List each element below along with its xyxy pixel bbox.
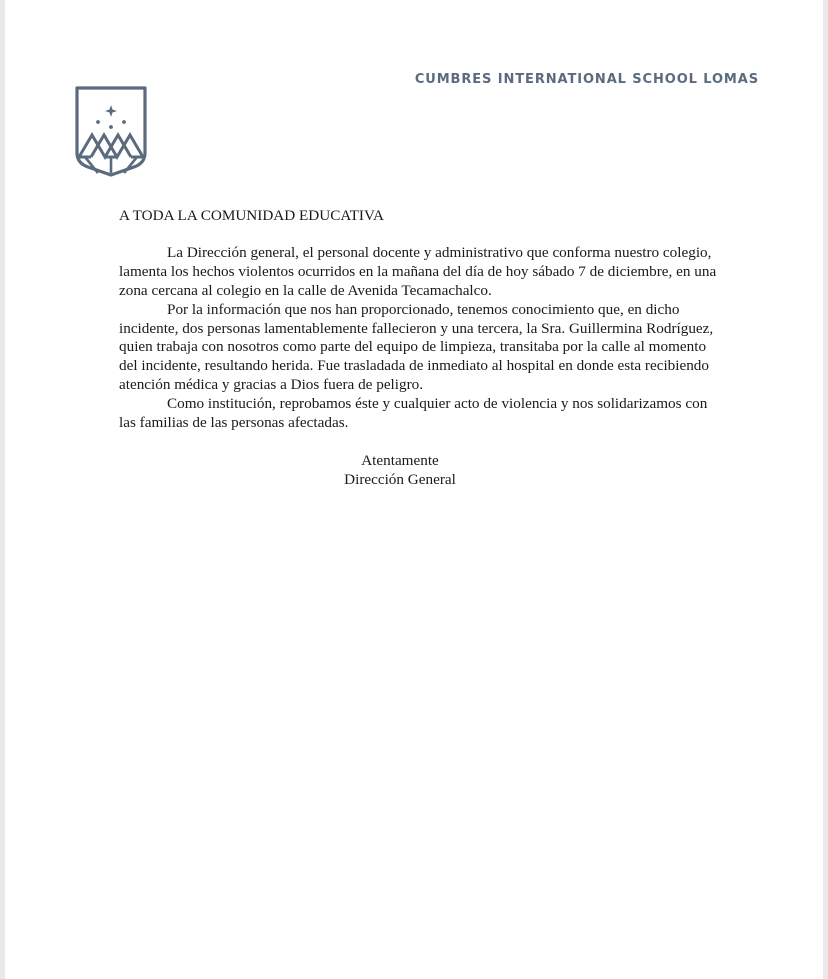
signature-block bbox=[119, 452, 681, 490]
letter-paragraph: La Dirección general, el personal docente y administrativo que conforma nuestro colegio, lamenta los hechos violentos ocurridos en la mañana del día de hoy sábado 7 de diciembre, en una zona cercana al colegio en la calle de Avenida Tecamachalco. bbox=[119, 243, 717, 299]
document-page bbox=[5, 0, 823, 979]
signature-text: Dirección General bbox=[344, 470, 456, 488]
school-name: CUMBRES INTERNATIONAL SCHOOL LOMAS bbox=[414, 72, 759, 87]
letter-heading: A TODA LA COMUNIDAD EDUCATIVA bbox=[119, 207, 384, 224]
letter-body bbox=[119, 207, 719, 490]
letter-paragraph: Como institución, reprobamos éste y cualquier acto de violencia y nos solidarizamos con las familias de las personas afectadas. bbox=[119, 395, 708, 432]
closing-text: Atentamente bbox=[361, 451, 439, 469]
cumbres-shield-logo-icon bbox=[74, 85, 148, 177]
letter-paragraph: Por la información que nos han proporcionado, tenemos conocimiento que, en dicho incidente, dos personas lamentablemente fallecieron y una tercera, la Sra. Guillermina Rodríguez, quien trabaja con nosotros como parte del equipo de limpieza, transitaba por la calle al momento del incidente, resultando herida. Fue trasladada de inmediato al hospital en donde esta recibiendo atención médica y gracias a Dios fuera de peligro. bbox=[119, 300, 714, 394]
